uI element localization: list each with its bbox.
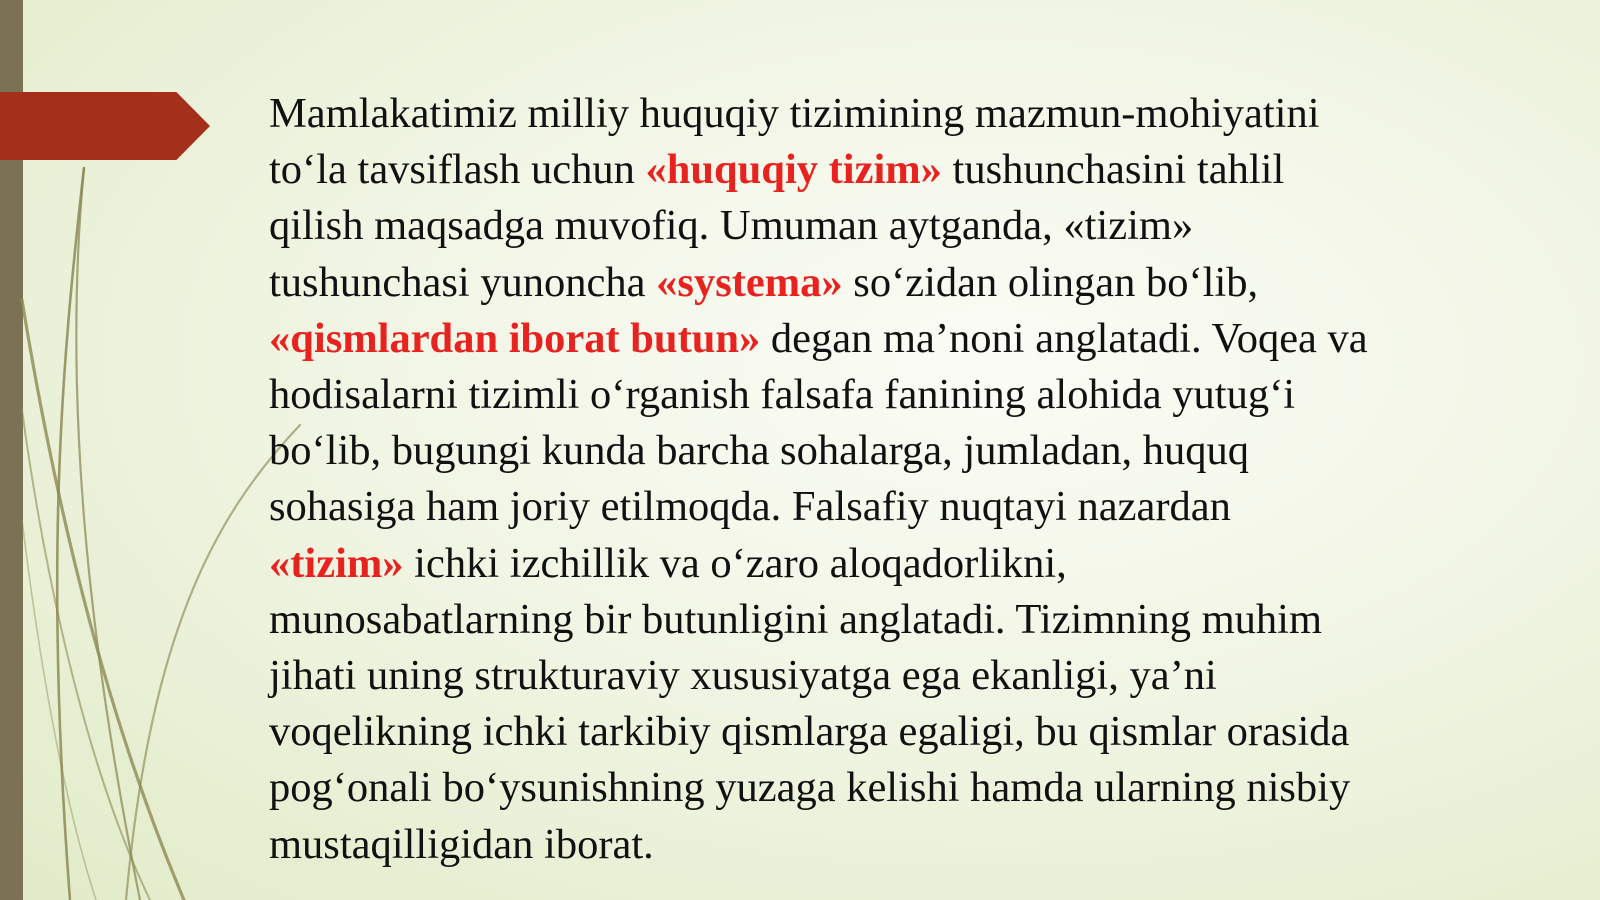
text-line	[269, 760, 1499, 816]
highlighted-term: «systema»	[656, 258, 843, 306]
text-line	[269, 198, 1499, 254]
text-segment: ichki izchillik va o‘zaro aloqadorlikni,	[403, 539, 1067, 587]
text-line	[269, 648, 1499, 704]
decorative-curve	[76, 168, 140, 900]
text-segment: Mamlakatimiz milliy huquqiy tizimining mazmun-mohiyatini	[269, 90, 1320, 137]
text-line	[269, 86, 1499, 142]
text-segment: munosabatlarning bir butunligini anglatadi. Tizimning muhim	[269, 595, 1322, 643]
text-segment: mustaqilligidan iborat.	[269, 820, 654, 868]
text-line	[269, 592, 1499, 648]
text-line	[269, 817, 1499, 873]
text-segment: so‘zidan olingan bo‘lib,	[842, 258, 1259, 306]
text-segment: degan ma’noni anglatadi. Voqea va	[760, 314, 1368, 362]
text-line	[269, 255, 1499, 311]
text-segment: qilish maqsadga muvofiq. Umuman aytganda, «tizim»	[269, 202, 1194, 250]
text-line	[269, 536, 1499, 592]
text-segment: to‘la tavsiflash uchun	[269, 146, 646, 194]
body-paragraph	[269, 86, 1499, 873]
text-line	[269, 367, 1499, 423]
text-segment: pog‘onali bo‘ysunishning yuzaga kelishi hamda ularning nisbiy	[269, 764, 1351, 812]
text-line	[269, 423, 1499, 479]
text-line	[269, 142, 1499, 198]
text-segment: bo‘lib, bugungi kunda barcha sohalarga, jumladan, huquq	[269, 427, 1250, 475]
text-segment: hodisalarni tizimli o‘rganish falsafa fanining alohida yutug‘i	[269, 371, 1296, 419]
decorative-curve	[22, 300, 184, 900]
text-line	[269, 311, 1499, 367]
highlighted-term: «tizim»	[269, 539, 404, 587]
decorative-curve	[57, 168, 84, 900]
text-line	[269, 479, 1499, 535]
arrow-tab-decoration	[0, 92, 210, 160]
text-segment: jihati uning strukturaviy xususiyatga ega ekanligi, ya’ni	[269, 652, 1217, 700]
text-segment: tushunchasini tahlil	[941, 146, 1285, 194]
highlighted-term: «huquqiy tizim»	[645, 146, 942, 194]
text-line	[269, 704, 1499, 760]
highlighted-term: «qismlardan iborat butun»	[269, 314, 761, 362]
text-segment: tushunchasi yunoncha	[269, 258, 657, 306]
text-segment: sohasiga ham joriy etilmoqda. Falsafiy nuqtayi nazardan	[269, 483, 1231, 531]
text-segment: voqelikning ichki tarkibiy qismlarga egaligi, bu qismlar orasida	[269, 708, 1350, 756]
